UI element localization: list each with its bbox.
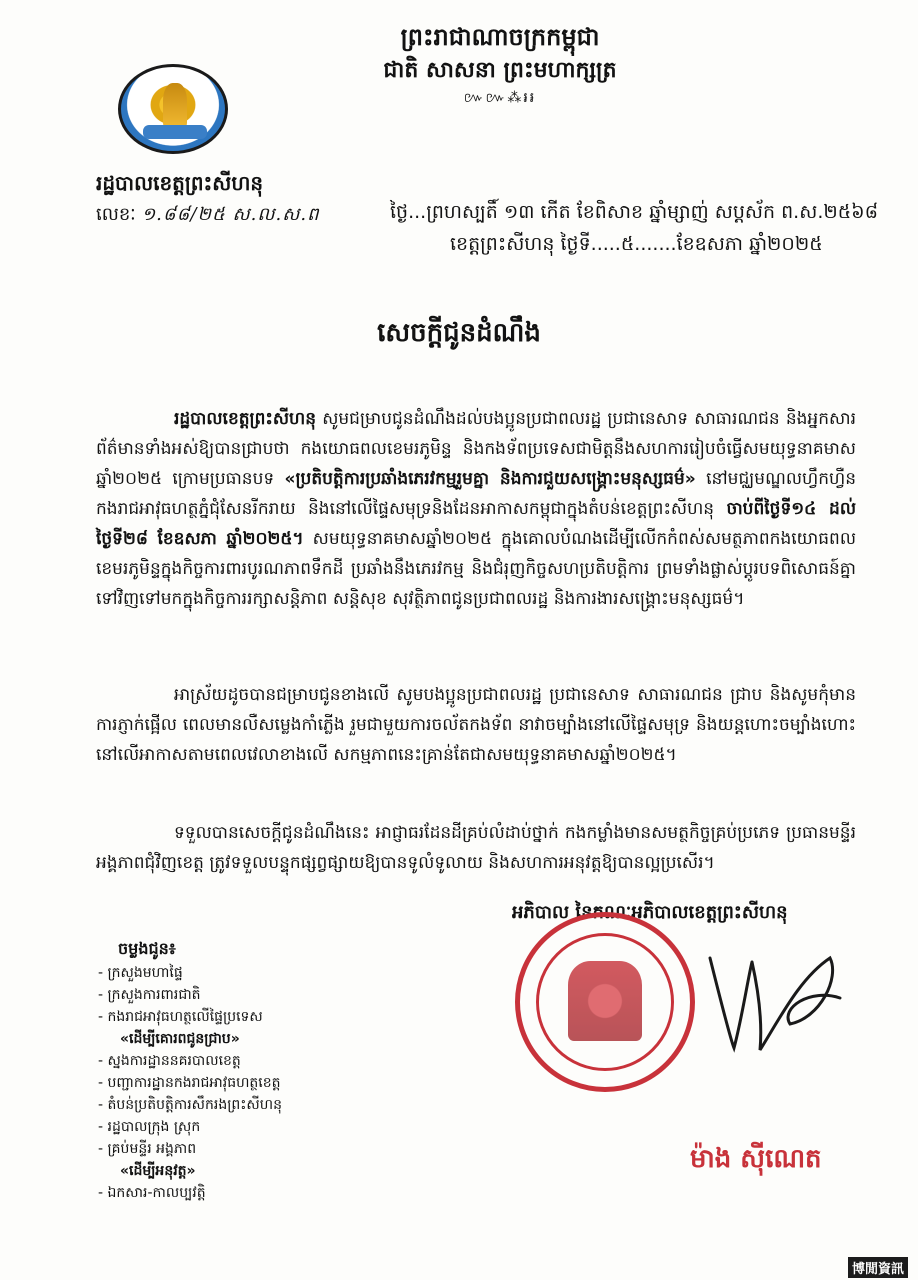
reference-number — [96, 202, 320, 229]
handwritten-signature-icon — [690, 938, 850, 1058]
signatory-title: អភិបាល នៃគណៈអភិបាលខេត្តព្រះសីហនុ — [512, 902, 788, 923]
cc-item: - រដ្ឋបាលក្រុង ស្រុក — [98, 1119, 201, 1135]
cc-item: - ក្រសួងមហាផ្ទៃ — [98, 965, 183, 981]
cc-item: - ស្នងការដ្ឋាននគរបាលខេត្ត — [98, 1053, 241, 1069]
solar-date: ខេត្តព្រះសីហនុ ថ្ងៃទី.....៥.......ខែឧសភា ឆ្នាំ២០២៥ — [450, 233, 823, 255]
lunar-date: ថ្ងៃ...ព្រហស្បតិ៍ ១៣ កើត ខែពិសាខ ឆ្នាំម្សាញ់ សប្តស័ក ព.ស.២៥៦៨ — [390, 201, 879, 223]
paragraph-1-period: ចាប់ពីថ្ងៃទី១៤ ដល់ថ្ងៃទី២៨ ខែឧសភា ឆ្នាំ២០២៥។ — [96, 499, 857, 549]
province-emblem-icon — [118, 64, 228, 154]
seal-emblem-icon — [568, 961, 642, 1041]
paragraph-1 — [96, 404, 856, 614]
document-title: សេចក្តីជូនដំណឹង — [377, 318, 541, 348]
watermark: 博閒資訊 — [848, 1257, 908, 1278]
official-red-seal-icon — [515, 912, 695, 1092]
paragraph-2: អាស្រ័យដូចបានជម្រាបជូនខាងលើ សូមបងប្អូនប្រជាពលរដ្ឋ ប្រជានេសាទ សាធារណជន ជ្រាប និងសូមកុំមានការភ្ញាក់ផ្អើល ពេលមានលឺសម្លេងកាំភ្លើង រួមជាមួយការចល័តកងទ័ព នាវាចម្បាំងនៅលើផ្ទៃសមុទ្រ និងយន្តហោះចម្បាំងហោះនៅលើអាកាសតាមពេលវេលាខាងលើ សកម្មភាពនេះគ្រាន់តែជាសមយុទ្ធនាគមាសឆ្នាំ២០២៥។ — [96, 685, 856, 765]
cc-item: - បញ្ជាការដ្ឋានកងរាជអាវុធហត្ថខេត្ត — [98, 1075, 281, 1091]
reference-label: លេខៈ — [96, 204, 136, 225]
cc-item: - ឯកសារ-កាលប្បវត្តិ — [98, 1185, 206, 1201]
cc-item-purpose: «ដើម្បីគោរពជូនជ្រាប» — [120, 1031, 240, 1047]
paragraph-3: ទទួលបានសេចក្តីជូនដំណឹងនេះ អាជ្ញាធរដែនដីគ្រប់លំដាប់ថ្នាក់ កងកម្លាំងមានសមត្ថកិច្ចគ្រប់ប្រភេទ ប្រធានមន្ទីរ អង្គភាពជុំវិញខេត្ត ត្រូវទទួលបន្ទុកផ្សព្វផ្សាយឱ្យបានទូលំទូលាយ និងសហការអនុវត្តឱ្យបានល្អប្រសើរ។ — [96, 823, 856, 873]
paragraph-1-text-a: សូមជម្រាបជូនដំណឹងដល់បងប្អូនប្រជាពលរដ្ឋ ប្រជានេសាទ សាធារណជន និងអ្នកសារព័ត៌មានទាំងអស់ឱ្យបានជ្រាបថា កងយោធពលខេមរភូមិន្ទ និងកងទ័ពប្រទេសជាមិត្តនឹងសហការរៀបចំធ្វើសមយុទ្ធនាគមាសឆ្នាំ២០២៥ ក្រោមប្រធានបទ — [96, 409, 856, 489]
header-ornament: ៚៚⁂៛៛ — [463, 90, 537, 106]
cc-item: - គ្រប់មន្ទីរ អង្គភាព — [98, 1141, 197, 1157]
national-motto: ជាតិ សាសនា ព្រះមហាក្សត្រ — [383, 58, 617, 83]
sender-organization: រដ្ឋបាលខេត្តព្រះសីហនុ — [96, 171, 264, 195]
cc-item: - ក្រសួងការពារជាតិ — [98, 987, 201, 1003]
reference-value: ១.៨៨/២៥ ស.ល.ស.ព — [141, 204, 320, 225]
paragraph-1-lead: រដ្ឋបាលខេត្តព្រះសីហនុ — [174, 409, 317, 429]
paragraph-1-theme: «ប្រតិបត្តិការប្រឆាំងភេរវកម្មរួមគ្នា និងការជួយសង្គ្រោះមនុស្សធម៌» — [284, 469, 696, 489]
signatory-name: ម៉ាង ស៊ីណេត — [690, 1144, 822, 1174]
cc-list — [98, 962, 282, 1204]
paragraph-1-text-c: សមយុទ្ធនាគមាសឆ្នាំ២០២៥ ក្នុងគោលបំណងដើម្បីលើកកំពស់សមត្ថភាពកងយោធពលខេមរភូមិន្ទក្នុងកិច្ចការពារបូរណភាពទឹកដី ប្រឆាំងនឹងភេរវកម្ម និងជំរុញកិច្ចសហប្រតិបត្តិការ ព្រមទាំងផ្លាស់ប្តូរបទពិសោធន៍គ្នាទៅវិញទៅមកក្នុងកិច្ចការរក្សាសន្តិភាព សន្តិសុខ សុវត្ថិភាពជូនប្រជាពលរដ្ឋ និងការងារសង្គ្រោះមនុស្សធម៌។ — [96, 529, 856, 609]
cc-title: ចម្លងជូន៖ — [118, 939, 176, 958]
cc-item: - កងរាជអាវុធហត្ថលើផ្ទៃប្រទេស — [98, 1009, 263, 1025]
kingdom-title: ព្រះរាជាណាចក្រកម្ពុជា — [400, 23, 600, 51]
emblem-base-icon — [143, 125, 207, 139]
lion-emblem-icon — [163, 83, 187, 127]
paragraph-1-text-b: នៅមជ្ឈមណ្ឌលហ្វឹកហ្វឺនកងរាជអាវុធហត្ថភ្នំជុំសែនរីករាយ និងនៅលើផ្ទៃសមុទ្រនិងដែនអាកាសកម្ពុជាក្នុងតំបន់ខេត្តព្រះសីហនុ — [96, 469, 856, 519]
cc-item: - តំបន់ប្រតិបត្តិការសឹករងព្រះសីហនុ — [98, 1097, 282, 1113]
cc-item-purpose: «ដើម្បីអនុវត្ត» — [120, 1163, 196, 1179]
